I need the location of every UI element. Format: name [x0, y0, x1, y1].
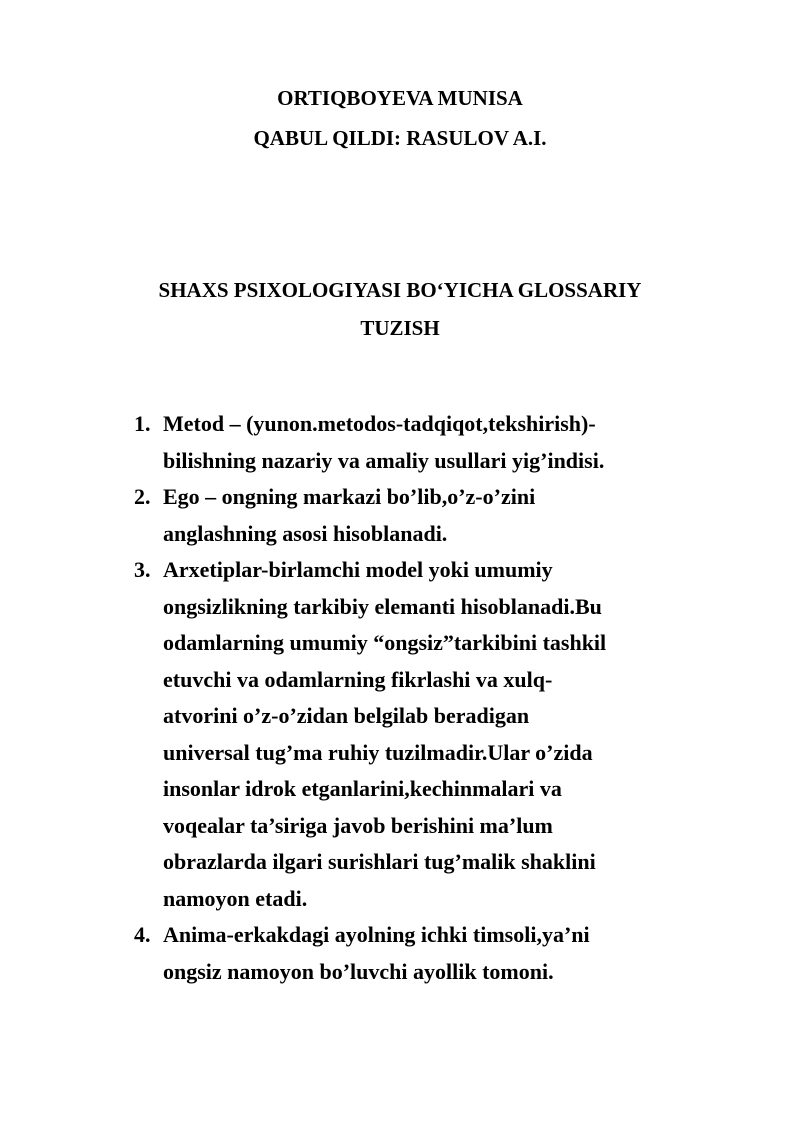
glossary-item-text-line: ongsiz namoyon bo’luvchi ayollik tomoni. [163, 958, 554, 984]
glossary-item-number: 4. [134, 922, 151, 947]
glossary-item-text-line: etuvchi va odamlarning fikrlashi va xulq- [163, 666, 553, 692]
glossary-item-number: 1. [134, 411, 151, 436]
title-line-1: SHAXS PSIXOLOGIYASI BO‘YICHA GLOSSARIY [158, 278, 642, 302]
glossary-item-text-line: Arxetiplar-birlamchi model yoki umumiy [163, 557, 553, 582]
glossary-item-text-line: universal tug’ma ruhiy tuzilmadir.Ular o’zida [163, 739, 593, 765]
title-line-2: TUZISH [360, 316, 440, 340]
glossary-item-number: 3. [134, 557, 151, 582]
glossary-list [0, 406, 800, 990]
glossary-item-text-line: namoyon etadi. [163, 885, 308, 911]
glossary-item [0, 479, 800, 552]
reviewer-line: QABUL QILDI: RASULOV A.I. [253, 126, 547, 150]
glossary-item-text-line: obrazlarda ilgari surishlari tug’malik shaklini [163, 849, 596, 874]
glossary-item-text-line: voqealar ta’siriga javob berishini ma’lum [163, 812, 553, 838]
glossary-item-text-line: anglashning asosi hisoblanadi. [163, 520, 448, 546]
glossary-item-number: 2. [134, 484, 151, 509]
glossary-item-text-line: ongsizlikning tarkibiy elemanti hisoblanadi.Bu [163, 593, 602, 619]
glossary-item-text-line: atvorini o’z-o’zidan belgilab beradigan [163, 703, 530, 728]
document-header [0, 78, 800, 158]
glossary-item-text-line: Anima-erkakdagi ayolning ichki timsoli,ya’ni [163, 922, 590, 947]
glossary-item-text-line: insonlar idrok etganlarini,kechinmalari va [163, 776, 562, 801]
glossary-item-text-line: odamlarning umumiy “ongsiz”tarkibini tashkil [163, 630, 607, 655]
glossary-item-text-line: bilishning nazariy va amaliy usullari yig’indisi. [163, 447, 605, 473]
glossary-item-text-line: Metod – (yunon.metodos-tadqiqot,tekshirish)- [163, 411, 596, 436]
author-name: ORTIQBOYEVA MUNISA [277, 86, 523, 110]
glossary-item [0, 917, 800, 990]
glossary-item [0, 552, 800, 917]
glossary-item-text-line: Ego – ongning markazi bo’lib,o’z-o’zini [163, 484, 536, 509]
glossary-item [0, 406, 800, 479]
document-title [100, 271, 700, 347]
